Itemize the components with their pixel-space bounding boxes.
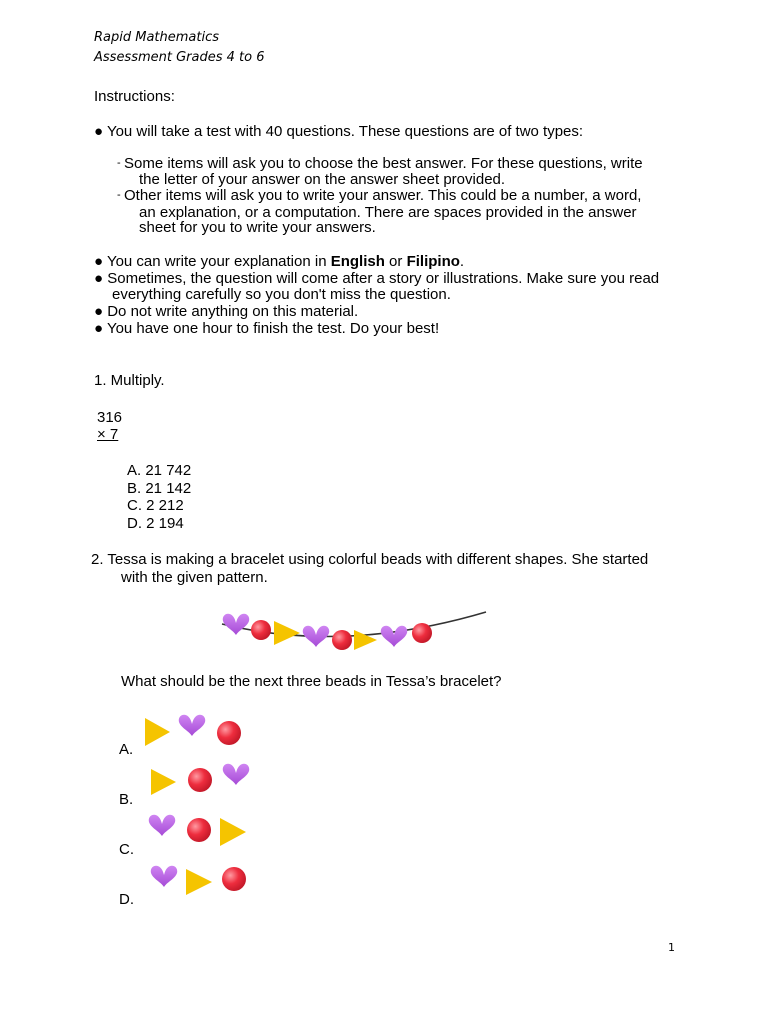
q2-option-c-label[interactable]: C. bbox=[119, 841, 134, 858]
q1-option-d[interactable]: D. 2 194 bbox=[127, 515, 184, 532]
q1-prompt: 1. Multiply. bbox=[94, 372, 165, 389]
q1-multiplier: × 7 bbox=[97, 426, 119, 443]
instruction-bullet-time: ● You have one hour to finish the test. Do your best! bbox=[94, 320, 440, 337]
triangle-bead-icon bbox=[274, 621, 300, 645]
ball-bead-icon bbox=[187, 818, 211, 842]
q2-prompt: 2. Tessa is making a bracelet using colorful beads with different shapes. She started bbox=[91, 551, 649, 568]
instruction-sub-write-cont1: an explanation, or a computation. There are spaces provided in the answer bbox=[139, 204, 637, 221]
instruction-sub-choose-cont: the letter of your answer on the answer sheet provided. bbox=[139, 171, 506, 188]
triangle-bead-icon bbox=[186, 869, 212, 895]
q2-option-b-label[interactable]: B. bbox=[119, 791, 134, 808]
heart-bead-icon bbox=[151, 866, 177, 887]
instruction-bullet-story: ● Sometimes, the question will come after a story or illustrations. Make sure you read bbox=[94, 270, 660, 287]
heart-bead-icon bbox=[381, 626, 407, 647]
instruction-bullet-test: ● You will take a test with 40 questions. These questions are of two types: bbox=[94, 123, 584, 140]
q1-multiplicand: 316 bbox=[97, 409, 123, 426]
sub-bullet-dash: - bbox=[117, 157, 121, 169]
heart-bead-icon bbox=[223, 614, 249, 635]
instruction-bullet-nowrite: ● Do not write anything on this material. bbox=[94, 303, 359, 320]
header-subtitle: Assessment Grades 4 to 6 bbox=[94, 50, 265, 65]
triangle-bead-icon bbox=[151, 769, 176, 795]
q1-option-b[interactable]: B. 21 142 bbox=[127, 480, 192, 497]
heart-bead-icon bbox=[179, 715, 205, 736]
heart-bead-icon bbox=[303, 626, 329, 647]
q1-option-c[interactable]: C. 2 212 bbox=[127, 497, 184, 514]
bracelet-pattern-image bbox=[214, 606, 490, 656]
triangle-bead-icon bbox=[220, 818, 246, 846]
language-filipino: Filipino bbox=[406, 253, 460, 270]
instruction-bullet-language bbox=[94, 253, 464, 270]
heart-bead-icon bbox=[223, 764, 249, 785]
ball-bead-icon bbox=[222, 867, 246, 891]
q2-prompt-cont: with the given pattern. bbox=[121, 569, 268, 586]
q2-question: What should be the next three beads in Tessa’s bracelet? bbox=[121, 673, 502, 690]
triangle-bead-icon bbox=[145, 718, 170, 746]
q2-option-a-beads[interactable] bbox=[142, 714, 246, 750]
instruction-sub-write: Other items will ask you to write your answer. This could be a number, a word, bbox=[124, 187, 642, 204]
ball-bead-icon bbox=[251, 620, 271, 640]
instruction-sub-choose: Some items will ask you to choose the best answer. For these questions, write bbox=[124, 155, 643, 172]
instruction-bullet-story-cont: everything carefully so you don't miss the question. bbox=[112, 286, 451, 303]
q2-option-d-label[interactable]: D. bbox=[119, 891, 134, 908]
triangle-bead-icon bbox=[354, 630, 377, 650]
q2-option-d-beads[interactable] bbox=[146, 863, 252, 899]
language-period: . bbox=[459, 253, 465, 270]
q2-option-b-beads[interactable] bbox=[148, 763, 256, 799]
heart-bead-icon bbox=[149, 815, 175, 836]
q2-option-a-label[interactable]: A. bbox=[119, 741, 134, 758]
ball-bead-icon bbox=[412, 623, 432, 643]
language-text: ● You can write your explanation in bbox=[94, 253, 331, 270]
language-or: or bbox=[384, 253, 407, 270]
language-english: English bbox=[330, 253, 385, 270]
q2-option-c-beads[interactable] bbox=[144, 814, 250, 850]
ball-bead-icon bbox=[217, 721, 241, 745]
page-number: 1 bbox=[668, 941, 675, 954]
ball-bead-icon bbox=[188, 768, 212, 792]
ball-bead-icon bbox=[332, 630, 352, 650]
q1-option-a[interactable]: A. 21 742 bbox=[127, 462, 192, 479]
header-title: Rapid Mathematics bbox=[94, 30, 220, 45]
sub-bullet-dash: - bbox=[117, 189, 121, 201]
instruction-sub-write-cont2: sheet for you to write your answers. bbox=[139, 219, 376, 236]
instructions-title: Instructions: bbox=[94, 88, 175, 105]
